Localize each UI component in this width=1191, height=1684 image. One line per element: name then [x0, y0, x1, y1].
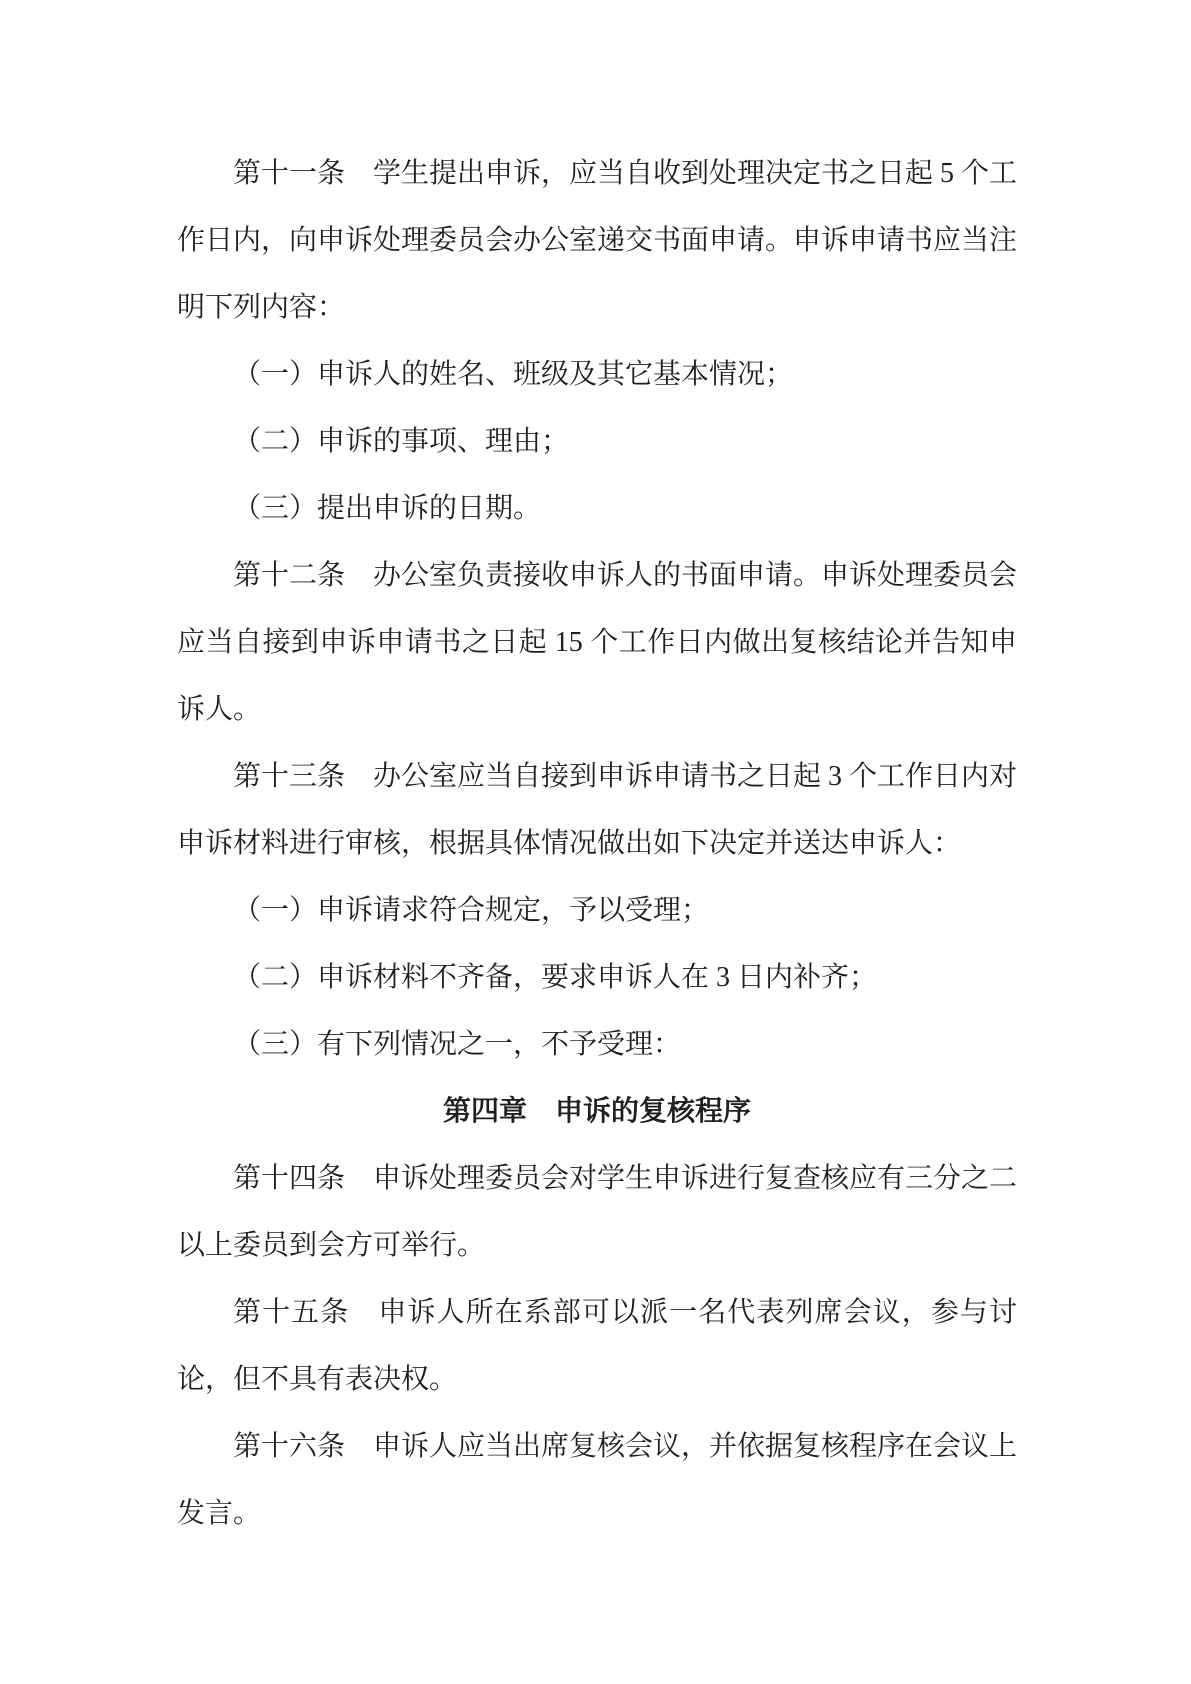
paragraph: 第十六条 申诉人应当出席复核会议，并依据复核程序在会议上发言。 [177, 1431, 1018, 1529]
paragraph: （三）提出申诉的日期。 [233, 493, 542, 524]
paragraph: 第十五条 申诉人所在系部可以派一名代表列席会议，参与讨论，但不具有表决权。 [177, 1297, 1017, 1395]
chapter-heading: 第四章 申诉的复核程序 [442, 1096, 751, 1127]
paragraph: （一）申诉人的姓名、班级及其它基本情况； [233, 359, 794, 390]
paragraph: 第十三条 办公室应当自接到申诉申请书之日起 3 个工作日内对申诉材料进行审核，根据具体情况做出如下决定并送达申诉人： [177, 761, 1018, 859]
paragraph: 第十一条 学生提出申诉，应当自收到处理决定书之日起 5 个工作日内，向申诉处理委员会办公室递交书面申请。申诉申请书应当注明下列内容： [177, 158, 1018, 323]
paragraph: （三）有下列情况之一，不予受理： [233, 1029, 682, 1060]
document-body [177, 140, 1017, 1547]
paragraph: （二）申诉材料不齐备，要求申诉人在 3 日内补齐； [233, 962, 878, 993]
paragraph: 第十二条 办公室负责接收申诉人的书面申请。申诉处理委员会应当自接到申诉申请书之日起 15 个工作日内做出复核结论并告知申诉人。 [177, 560, 1018, 725]
paragraph: （二）申诉的事项、理由； [233, 426, 570, 457]
paragraph: （一）申诉请求符合规定，予以受理； [233, 895, 710, 926]
paragraph: 第十四条 申诉处理委员会对学生申诉进行复查核应有三分之二以上委员到会方可举行。 [177, 1163, 1018, 1261]
